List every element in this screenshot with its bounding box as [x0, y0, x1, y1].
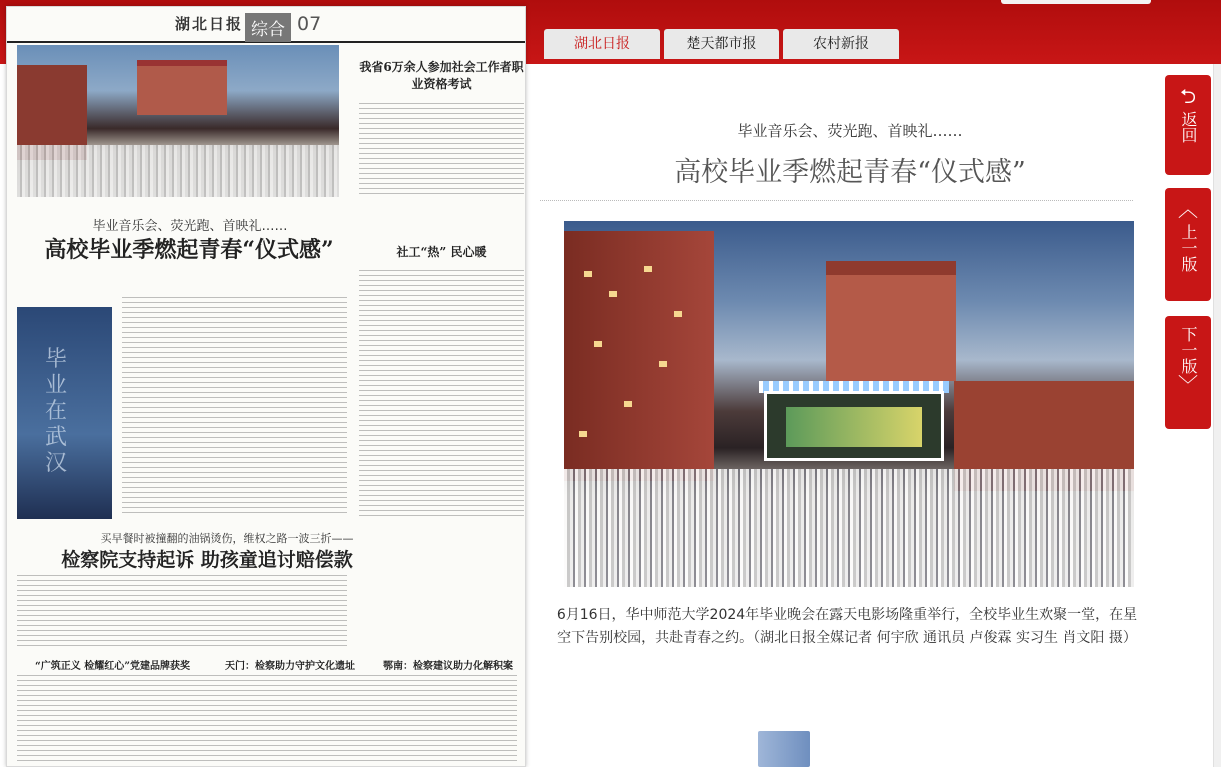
photo-caption: 6月16日，华中师范大学2024年毕业晚会在露天电影场隆重举行，全校毕业生欢聚一堂，在星空下告别校园，共赴青春之约。（湖北日报全媒记者 何宇欣 通讯员 卢俊霖 实习生 肖文阳 摄） [556, 607, 1138, 646]
article-text-block [359, 103, 524, 198]
article-link-exam[interactable]: 我省6万余人参加社会工作者职业资格考试 [359, 60, 524, 91]
article-link-enan[interactable]: 鄂南：检察建议助力化解积案 [383, 661, 513, 672]
article-text-block [122, 297, 347, 517]
article-text-block [17, 675, 517, 765]
back-button[interactable] [1165, 75, 1211, 175]
vertical-scrollbar[interactable] [1213, 64, 1221, 767]
next-photo-thumbnail [758, 731, 810, 767]
photo-building-left [564, 231, 714, 481]
photo-crowd [564, 469, 1134, 587]
page-masthead [7, 7, 526, 43]
tab-hubei-daily[interactable]: 湖北日报 [544, 29, 660, 59]
photo-screen [786, 407, 922, 447]
title-divider [540, 200, 1133, 201]
photo-tower-text: 毕业在武汉 [45, 347, 68, 476]
page-subhead-2: 买早餐时被撞翻的油锅烫伤，维权之路一波三折—— [100, 532, 354, 545]
newspaper-page-preview[interactable] [6, 6, 526, 767]
photo-gate [826, 261, 956, 381]
return-icon: ⮌ [1179, 84, 1197, 108]
tab-chutian-metropolis[interactable]: 楚天都市报 [664, 29, 779, 59]
page-subhead: 毕业音乐会、荧光跑、首映礼…… [92, 219, 288, 234]
page-photo-concert[interactable] [17, 45, 339, 197]
article-link-tianmen[interactable]: 天门：检察助力守护文化遗址 [225, 661, 355, 672]
masthead-logo: 湖北日报 [175, 15, 244, 33]
article-photo [564, 221, 1134, 587]
next-page-label: 下一版 [1179, 326, 1198, 374]
article-text-block [17, 575, 347, 650]
article-link-graduation[interactable]: 高校毕业季燃起青春“仪式感” [44, 237, 334, 263]
page-photo-tower[interactable] [17, 307, 112, 519]
photo-crowd [17, 145, 339, 197]
article-title: 高校毕业季燃起青春“仪式感” [674, 157, 1026, 188]
tab-rural-news[interactable]: 农村新报 [783, 29, 899, 59]
page-bottom-headlines [17, 657, 522, 671]
back-button-label: 返回 [1179, 111, 1198, 143]
chevron-up-icon: ︿ [1178, 197, 1198, 221]
article-link-procuratorate[interactable]: 检察院支持起诉 助孩童追讨赔偿款 [61, 549, 353, 571]
header-highlight [1001, 0, 1151, 4]
page-number: 07 [297, 13, 322, 35]
article-link-social-work[interactable]: 社工“热” 民心暖 [396, 245, 487, 259]
section-label: 综合 [245, 13, 291, 42]
prev-page-label: 上一版 [1179, 224, 1198, 272]
photo-stage [137, 60, 227, 115]
next-page-button[interactable] [1165, 316, 1211, 429]
article-subtitle: 毕业音乐会、荧光跑、首映礼…… [737, 122, 963, 140]
prev-page-button[interactable] [1165, 188, 1211, 301]
article-content [540, 64, 1160, 767]
article-text-block [359, 270, 524, 520]
article-link-party-brand[interactable]: “广筑正义 检耀红心”党建品牌获奖 [35, 661, 190, 672]
chevron-down-icon: ﹀ [1178, 373, 1198, 397]
page-right-column [359, 45, 524, 520]
